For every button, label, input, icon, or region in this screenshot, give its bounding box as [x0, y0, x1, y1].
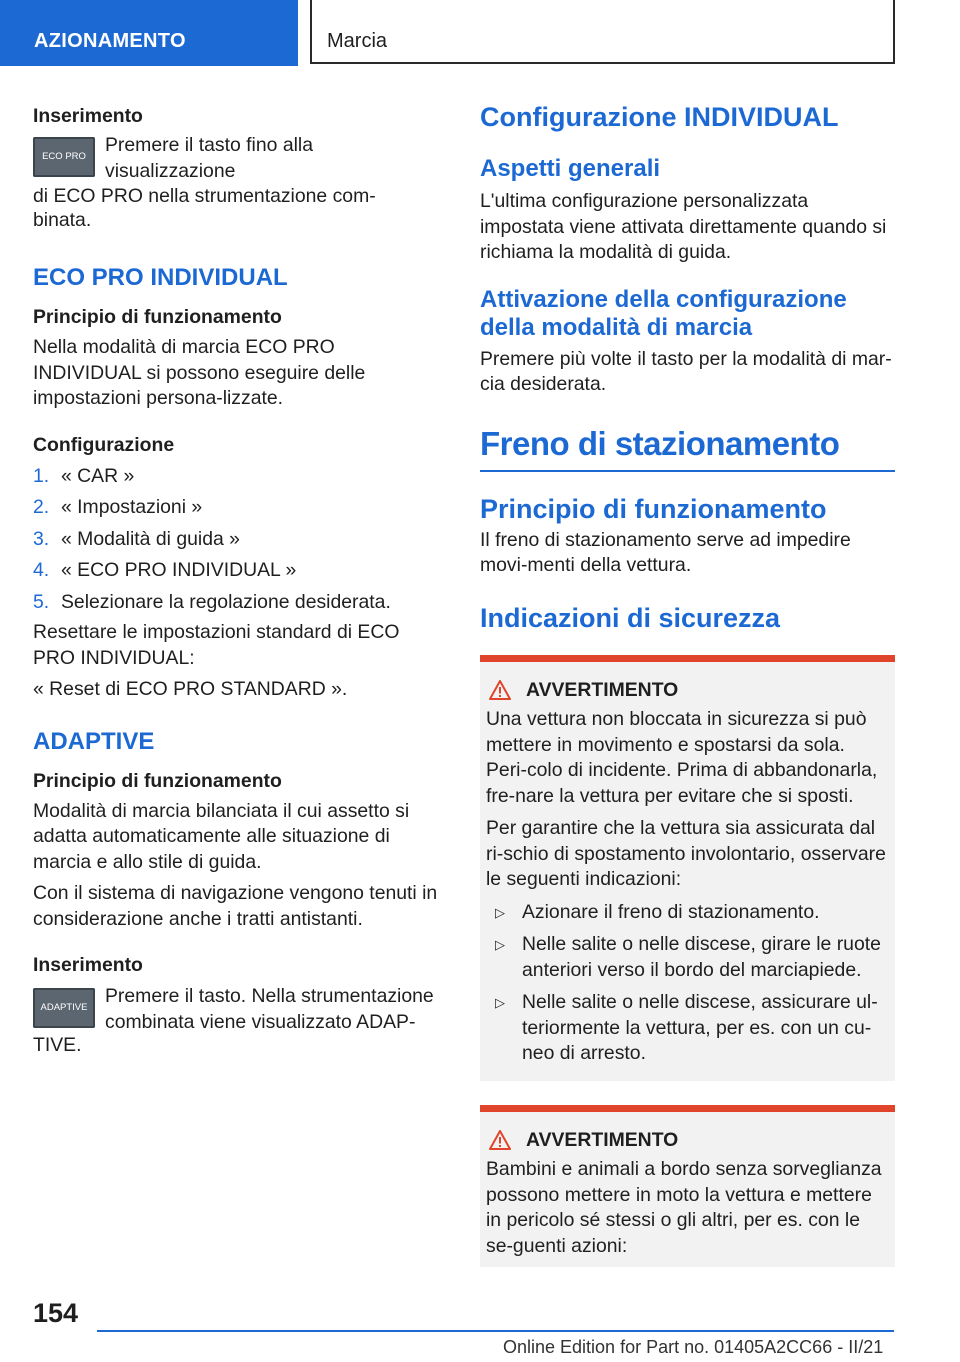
page-header [0, 0, 960, 66]
instruction-line: combinata viene visualizzato ADAP- [105, 1010, 416, 1033]
list-item: 1. « CAR » [33, 464, 135, 487]
list-item: 3. « Modalità di guida » [33, 527, 240, 550]
eco-pro-button-icon: ECO PRO [33, 137, 95, 177]
triangle-bullet-icon: ▷ [495, 995, 505, 1010]
principio-title: Principio di funzionamento [33, 769, 282, 792]
warning-bullets [486, 900, 889, 1067]
list-item: 4. « ECO PRO INDIVIDUAL » [33, 559, 297, 581]
attivazione-heading-line1: Attivazione della configurazione [480, 285, 847, 313]
adaptive-button-icon: ADAPTIVE [33, 988, 95, 1028]
warning-triangle-icon [488, 679, 512, 701]
chapter-title: Marcia [310, 0, 895, 64]
aspetti-generali-heading: Aspetti generali [480, 155, 661, 182]
attivazione-text: Premere più volte il tasto per la modalità di mar-cia desiderata. [480, 347, 892, 395]
list-item: 2. « Impostazioni » [33, 496, 203, 518]
eco-pro-individual-heading: ECO PRO INDIVIDUAL [33, 264, 288, 291]
warning-box [480, 1105, 895, 1268]
triangle-bullet-icon: ▷ [495, 937, 505, 952]
warning-title: AVVERTIMENTO [486, 678, 889, 704]
principio-text: Nella modalità di marcia ECO PRO INDIVIDUAL si possono eseguire delle impostazioni persona-lizzate. [33, 336, 366, 409]
warning-triangle-icon [488, 1129, 512, 1151]
freno-principio-text: Il freno di stazionamento serve ad impedire movi-menti della vettura. [480, 528, 851, 576]
page-number: 154 [33, 1298, 79, 1328]
principio-title: Principio di funzionamento [33, 306, 282, 328]
warning-box [480, 655, 895, 1081]
adaptive-instruction [33, 984, 443, 1059]
triangle-bullet-icon: ▷ [495, 904, 505, 920]
list-item: ▷ Nelle salite o nelle discese, assicurare ul-teriormente la vettura, per es. con un cu-neo di arresto. [495, 991, 878, 1064]
freno-principio-heading: Principio di funzionamento [480, 493, 827, 524]
warning-text: Bambini e animali a bordo senza sorveglianza possono mettere in moto la vettura e mettere in pericolo sé stessi o gli altri, per es. con le se-guenti azioni: [486, 1158, 882, 1257]
inserimento-title: Inserimento [33, 105, 143, 127]
reset-item: « Reset di ECO PRO STANDARD ». [33, 678, 348, 700]
eco-pro-instruction [33, 133, 443, 233]
attivazione-heading-line2: della modalità di marcia [480, 313, 753, 341]
instruction-line: TIVE. [33, 1034, 82, 1056]
footer-edition: Online Edition for Part no. 01405A2CC66 - II/21 [503, 1337, 884, 1357]
instruction-line: Premere il tasto. Nella strumentazione [105, 985, 434, 1007]
warning-text: Una vettura non bloccata in sicurezza si può mettere in movimento e spostarsi da sola. Peri-colo di incidente. Prima di abbandonarla, fre-nare la vettura per evitare che si sposti. [486, 708, 878, 807]
left-column [33, 100, 443, 1059]
warning-title: AVVERTIMENTO [486, 1128, 889, 1154]
instruction-line: binata. [33, 208, 92, 231]
list-item: ▷ Azionare il freno di stazionamento. [486, 900, 889, 926]
reset-text: Resettare le impostazioni standard di ECO PRO INDIVIDUAL: [33, 621, 400, 669]
section-tab: AZIONAMENTO [0, 0, 298, 66]
principio-text: Modalità di marcia bilanciata il cui assetto si adatta automaticamente alle situazione di marcia e allo stile di guida. [33, 799, 410, 873]
sicurezza-heading: Indicazioni di sicurezza [480, 602, 781, 633]
inserimento-title: Inserimento [33, 954, 143, 976]
right-column [480, 100, 895, 1267]
instruction-line: Premere il tasto fino alla visualizzazione [105, 134, 314, 182]
list-item: ▷ Nelle salite o nelle discese, girare le ruote anteriori verso il bordo del marciapiede. [495, 933, 881, 981]
list-item: 5. Selezionare la regolazione desiderata. [33, 590, 391, 613]
navigation-text: Con il sistema di navigazione vengono tenuti in considerazione anche i tratti antistanti. [33, 882, 438, 930]
configurazione-individual-heading: Configurazione INDIVIDUAL [480, 102, 839, 132]
freno-heading: Freno di stazionamento [480, 424, 840, 462]
instruction-line: di ECO PRO nella strumentazione com- [33, 185, 376, 207]
adaptive-heading: ADAPTIVE [33, 727, 155, 755]
configurazione-steps [33, 461, 443, 619]
aspetti-text: L'ultima configurazione personalizzata impostata viene attivata direttamente quando si richiama la modalità di guida. [480, 190, 887, 263]
heading-divider [480, 470, 895, 472]
footer-divider [97, 1330, 894, 1332]
warning-text: Per garantire che la vettura sia assicurata dal ri-schio di spostamento involontario, osservare le seguenti indicazioni: [486, 817, 886, 890]
configurazione-title: Configurazione [33, 433, 175, 456]
